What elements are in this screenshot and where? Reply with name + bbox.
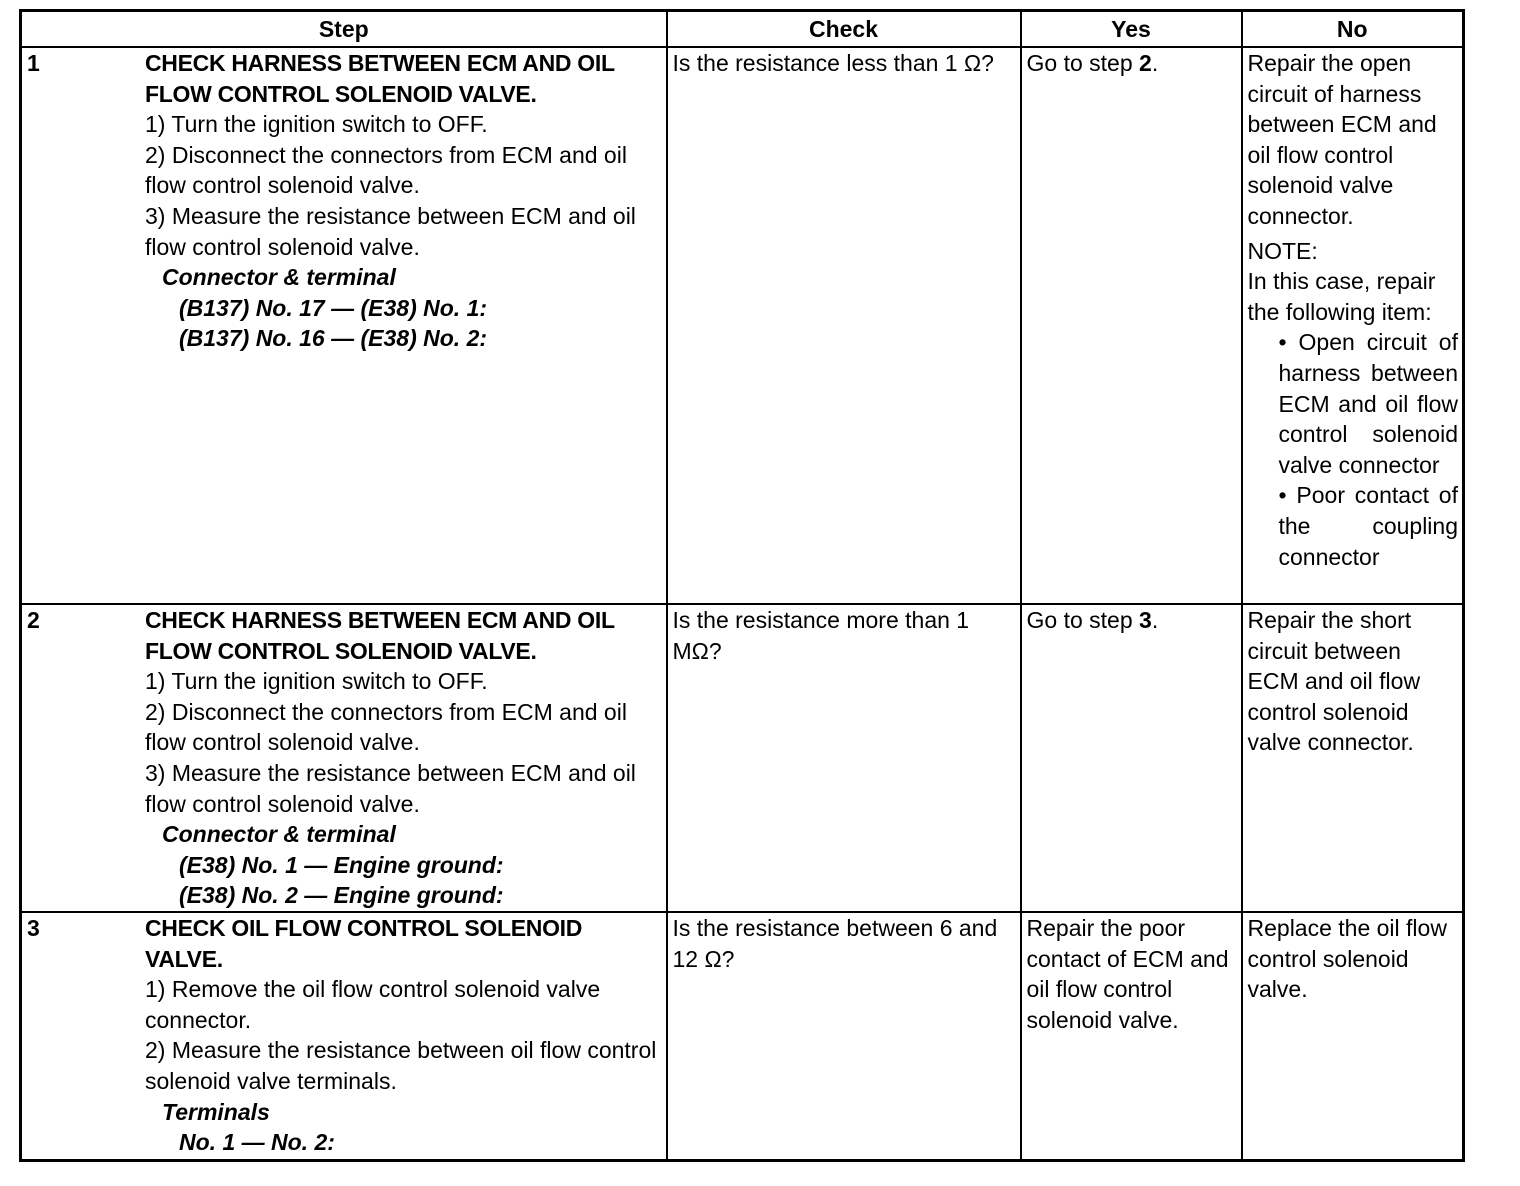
step-number: 1: [27, 50, 40, 76]
no-cell: [1242, 912, 1464, 1160]
check-cell: [667, 47, 1021, 604]
instruction: 1) Turn the ignition switch to OFF.: [145, 111, 488, 138]
step-cell: [21, 912, 667, 1160]
yes-cell: [1021, 47, 1242, 604]
subheading: Terminals: [162, 1098, 270, 1125]
terminal-item: (B137) No. 17 — (E38) No. 1:: [179, 294, 488, 321]
yes-cell: [1021, 912, 1242, 1160]
yes-suffix: .: [1151, 50, 1159, 76]
no-cell: [1242, 47, 1464, 604]
list-item: • Poor contact of the coupling connector: [1278, 482, 1458, 570]
no-text: Repair the short circuit between ECM and oil flow control solenoid valve connector.: [1247, 607, 1421, 756]
note-label: NOTE:: [1247, 237, 1318, 264]
table-row: [21, 47, 1464, 604]
header-step: Step: [21, 11, 667, 48]
header-no: No: [1242, 11, 1464, 48]
terminal-item: (E38) No. 2 — Engine ground:: [179, 882, 504, 909]
header-yes: Yes: [1021, 11, 1242, 48]
header-row: [21, 11, 1464, 48]
bullet-text: Open circuit of harness between ECM and oil flow control solenoid valve connector: [1278, 329, 1458, 478]
subheading: Connector & terminal: [162, 821, 396, 848]
no-text: Replace the oil flow control solenoid valve.: [1247, 915, 1447, 1003]
instruction: 1) Remove the oil flow control solenoid valve connector.: [145, 976, 601, 1033]
step-title: CHECK HARNESS BETWEEN ECM AND OIL FLOW CONTROL SOLENOID VALVE.: [145, 50, 615, 107]
step-title: CHECK OIL FLOW CONTROL SOLENOID VALVE.: [145, 915, 583, 972]
bullet-text: Poor contact of the coupling connector: [1278, 482, 1458, 570]
list-item: • Open circuit of harness between ECM and oil flow control solenoid valve connector: [1278, 329, 1458, 478]
yes-prefix: Go to step: [1026, 607, 1140, 633]
yes-cell: [1021, 604, 1242, 912]
check-cell: [667, 912, 1021, 1160]
note-bullets: [1248, 327, 1459, 572]
subheading: Connector & terminal: [162, 264, 396, 291]
step-cell: [21, 604, 667, 912]
instruction: 2) Disconnect the connectors from ECM and oil flow control solenoid valve.: [145, 698, 627, 756]
yes-suffix: .: [1151, 607, 1159, 633]
yes-text: Repair the poor contact of ECM and oil flow control solenoid valve.: [1026, 915, 1229, 1033]
no-cell: [1242, 604, 1464, 912]
header-check: Check: [667, 11, 1021, 48]
check-text: Is the resistance more than 1 MΩ?: [672, 607, 970, 664]
step-title: CHECK HARNESS BETWEEN ECM AND OIL FLOW CONTROL SOLENOID VALVE.: [145, 607, 615, 664]
instruction: 3) Measure the resistance between ECM and oil flow control solenoid valve.: [145, 202, 636, 260]
step-number: 3: [27, 915, 40, 941]
note-text: In this case, repair the following item:: [1247, 268, 1436, 325]
instruction: 1) Turn the ignition switch to OFF.: [145, 668, 488, 695]
check-cell: [667, 604, 1021, 912]
no-text: Repair the open circuit of harness between ECM and oil flow control solenoid valve connector.: [1247, 50, 1437, 229]
terminal-item: (B137) No. 16 — (E38) No. 2:: [179, 325, 488, 352]
terminal-item: (E38) No. 1 — Engine ground:: [179, 851, 504, 878]
table-row: [21, 912, 1464, 1160]
step-link: 2: [1139, 50, 1152, 76]
instruction: 3) Measure the resistance between ECM and oil flow control solenoid valve.: [145, 759, 636, 817]
diagnostic-table: [19, 9, 1465, 1162]
yes-prefix: Go to step: [1026, 50, 1140, 76]
step-link: 3: [1139, 607, 1152, 633]
table-row: [21, 604, 1464, 912]
instruction: 2) Measure the resistance between oil flow control solenoid valve terminals.: [145, 1037, 657, 1094]
check-text: Is the resistance less than 1 Ω?: [672, 50, 994, 76]
step-number: 2: [27, 607, 40, 633]
terminal-item: No. 1 — No. 2:: [179, 1129, 335, 1156]
step-cell: [21, 47, 667, 604]
instruction: 2) Disconnect the connectors from ECM and oil flow control solenoid valve.: [145, 141, 627, 199]
check-text: Is the resistance between 6 and 12 Ω?: [672, 915, 998, 972]
